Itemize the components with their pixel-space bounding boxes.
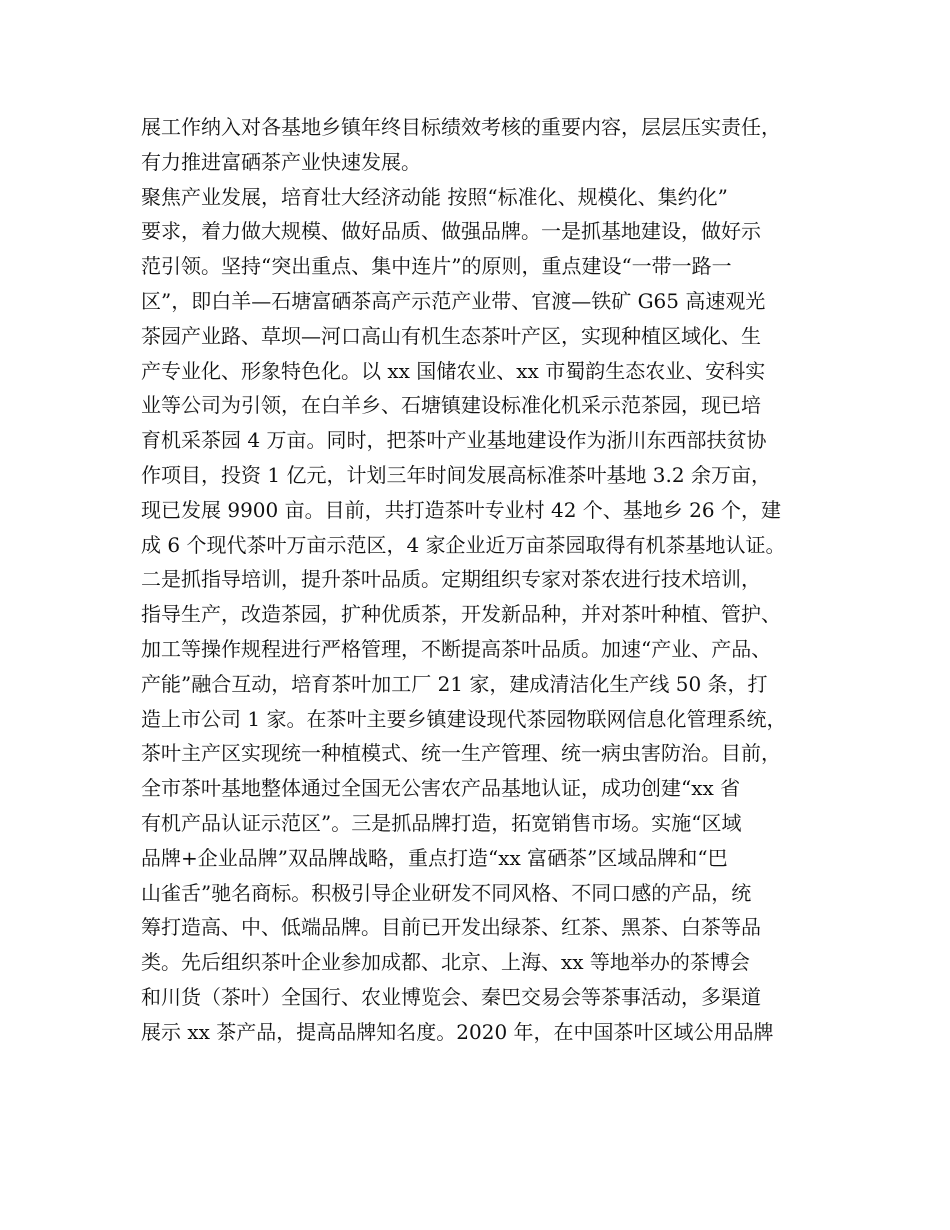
text-line: 茶叶主产区实现统一种植模式、统一生产管理、统一病虫害防治。目前，: [141, 741, 781, 766]
text-line: 和川货（茶叶）全国行、农业博览会、秦巴交易会等茶事活动，多渠道: [141, 984, 761, 1009]
text-line: 产专业化、形象特色化。以 xx 国储农业、xx 市蜀韵生态农业、安科实: [141, 358, 766, 383]
text-line: 聚焦产业发展，培育壮大经济动能 按照“标准化、规模化、集约化”: [141, 184, 728, 209]
text-line: 类。先后组织茶叶企业参加成都、北京、上海、xx 等地举办的茶博会: [141, 950, 750, 975]
text-line: 业等公司为引领，在白羊乡、石塘镇建设标准化机采示范茶园，现已培: [141, 393, 761, 418]
text-line: 筹打造高、中、低端品牌。目前已开发出绿茶、红茶、黑茶、白茶等品: [141, 915, 761, 940]
body-text: [141, 110, 821, 1050]
text-line: 有机产品认证示范区”。三是抓品牌打造，拓宽销售市场。实施“区域: [141, 810, 742, 835]
text-line: 加工等操作规程进行严格管理，不断提高茶叶品质。加速“产业、产品、: [141, 636, 772, 661]
text-line: 产能”融合互动，培育茶叶加工厂 21 家，建成清洁化生产线 50 条，打: [141, 671, 768, 696]
text-line: 二是抓指导培训，提升茶叶品质。定期组织专家对茶农进行技术培训，: [141, 567, 761, 592]
text-line: 成 6 个现代茶叶万亩示范区，4 家企业近万亩茶园取得有机茶基地认证。: [141, 532, 786, 557]
text-line: 作项目，投资 1 亿元，计划三年时间发展高标准茶叶基地 3.2 余万亩，: [141, 462, 771, 487]
text-line: 现已发展 9900 亩。目前，共打造茶叶专业村 42 个、基地乡 26 个，建: [141, 497, 781, 522]
text-line: 全市茶叶基地整体通过全国无公害农产品基地认证，成功创建“xx 省: [141, 776, 741, 801]
text-line: 要求，着力做大规模、做好品质、做强品牌。一是抓基地建设，做好示: [141, 219, 761, 244]
text-line: 指导生产，改造茶园，扩种优质茶，开发新品种，并对茶叶种植、管护、: [141, 602, 781, 627]
text-line: 展示 xx 茶产品，提高品牌知名度。2020 年，在中国茶叶区域公用品牌: [141, 1019, 774, 1044]
text-line: 展工作纳入对各基地乡镇年终目标绩效考核的重要内容，层层压实责任，: [141, 115, 781, 139]
text-line: 山雀舌”驰名商标。积极引导企业研发不同风格、不同口感的产品，统: [141, 880, 752, 905]
text-line: 有力推进富硒茶产业快速发展。: [141, 149, 421, 174]
text-line: 造上市公司 1 家。在茶叶主要乡镇建设现代茶园物联网信息化管理系统，: [141, 706, 787, 731]
text-line: 育机采茶园 4 万亩。同时，把茶叶产业基地建设作为浙川东西部扶贫协: [141, 428, 767, 453]
text-line: 茶园产业路、草坝—河口高山有机生态茶叶产区，实现种植区域化、生: [141, 323, 761, 348]
text-line: 品牌+企业品牌”双品牌战略，重点打造“xx 富硒茶”区域品牌和“巴: [141, 845, 728, 870]
text-line: 区”，即白羊—石塘富硒茶高产示范产业带、官渡—铁矿 G65 高速观光: [141, 288, 766, 313]
text-line: 范引领。坚持“突出重点、集中连片”的原则，重点建设“一带一路一: [141, 254, 732, 279]
